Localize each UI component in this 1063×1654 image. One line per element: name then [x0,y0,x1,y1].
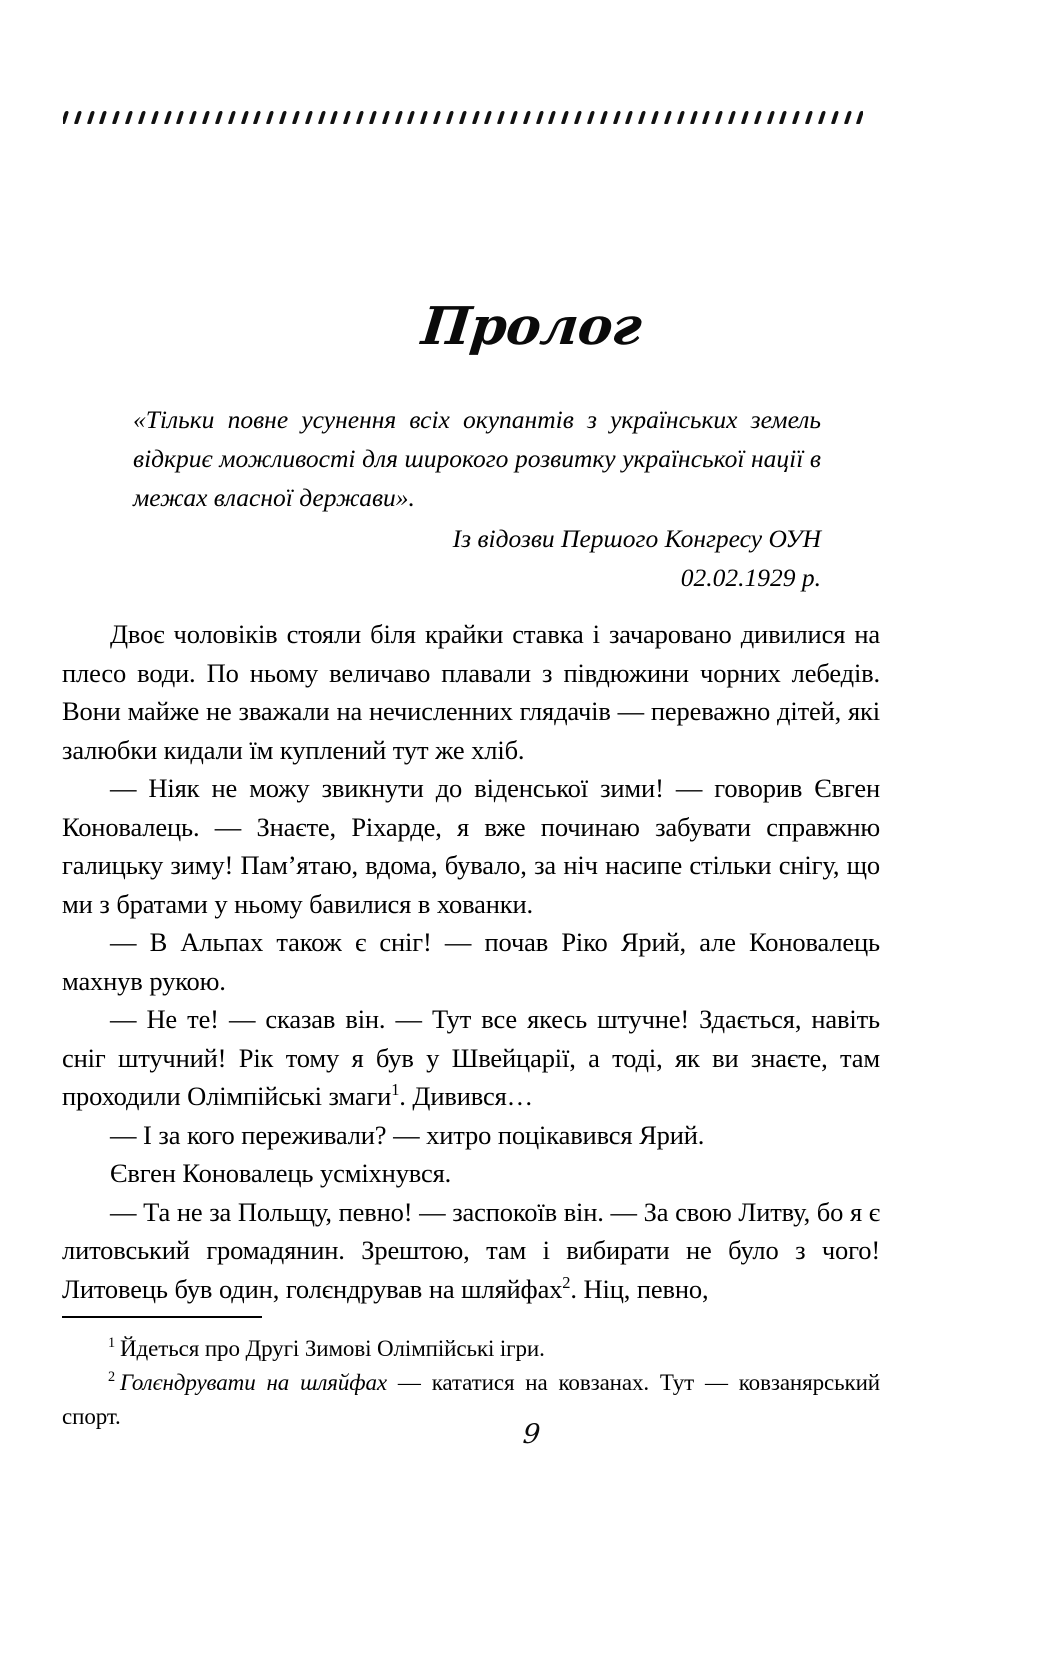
footnote-marker-1: 1 [108,1335,116,1352]
ornament-tick [831,110,839,123]
ornament-tick [664,110,672,123]
ornament-tick [741,110,749,123]
ornament-tick [587,110,595,123]
ornament-tick [715,110,723,123]
ornament-tick [843,110,851,123]
ornament-tick [433,110,441,123]
ornament-tick [818,110,826,123]
ornament-tick [690,110,698,123]
ornament-tick [241,110,249,123]
ornament-tick [74,110,82,123]
body-paragraph-2: — Ніяк не можу звикнути до віденської зими! — говорив Євген Коновалець. — Знаєте, Ріхарде, я вже починаю забувати справжню галицьку зиму! Пам’ятаю, вдома, бувало, за ніч насипе стільки снігу, що ми з братами у ньому бавилися в хованки. [62,773,880,919]
ornament-tick [369,110,377,123]
body-paragraph-7-tail: . Ніц, певно, [570,1273,709,1304]
footnote-ref-1[interactable]: 1 [391,1080,400,1100]
ornament-tick [779,110,787,123]
ornament-tick [99,110,107,123]
footnotes-block [62,1316,880,1434]
ornament-tick [728,110,736,123]
ornament-tick [202,110,210,123]
ornament-tick [484,110,492,123]
body-paragraph-4-tail: . Дивився… [399,1081,533,1111]
ornament-tick [536,110,544,123]
ornament-tick [343,110,351,123]
footnote-text-1: Йдеться про Другі Зимові Олімпійські ігри. [120,1336,545,1361]
footnote-text-2: — кататися на ковзанах. Тут — ковзанярський спорт. [62,1370,880,1429]
ornament-tick [215,110,223,123]
page-number: 9 [521,1419,542,1450]
ornament-tick [805,110,813,123]
ornament-tick [305,110,313,123]
epigraph-date: 02.02.1929 р. [680,563,821,592]
body-paragraph-1: Двоє чоловіків стояли біля крайки ставка і зачаровано дивилися на плесо води. По ньому величаво плавали з півдюжини чорних лебедів. Вони майже не зважали на нечисленних глядачів — переважно дітей, які залюбки кидали їм куплений тут же хліб. [62,619,880,765]
ornament-tick [125,110,133,123]
ornament-tick [677,110,685,123]
ornament-tick [63,110,69,123]
body-paragraph-4 [62,1000,880,1116]
ornament-tick [548,110,556,123]
ornament-tick [330,110,338,123]
ornament-tick [651,110,659,123]
ornament-tick [253,110,261,123]
dotted-rule-ornament [63,104,863,130]
ornament-tick [382,110,390,123]
ornament-tick [279,110,287,123]
ornament-tick [228,110,236,123]
body-paragraph-4-text: — Не те! — сказав він. — Тут все якесь штучне! Здається, навіть сніг штучний! Рік тому я був у Швейцарії, а тоді, як ви знаєте, там проходили Олімпійські змаги [62,1004,880,1111]
ornament-tick [394,110,402,123]
epigraph-source: Із відозви Першого Конгресу ОУН [452,524,821,553]
ornament-tick [317,110,325,123]
footnote-separator-rule [62,1316,262,1318]
ornament-tick [510,110,518,123]
ornament-tick [613,110,621,123]
ornament-tick [792,110,800,123]
ornament-tick [856,110,863,123]
footnote-marker-2: 2 [108,1369,116,1386]
body-paragraph-5: — І за кого переживали? — хитро поцікавився Ярий. [110,1119,705,1150]
ornament-tick [600,110,608,123]
epigraph [133,400,821,597]
ornament-tick [625,110,633,123]
ornament-tick [446,110,454,123]
body-paragraph-7 [62,1193,880,1309]
ornament-tick [420,110,428,123]
ornament-tick [112,110,120,123]
chapter-title: Пролог [418,296,645,357]
ornament-tick [151,110,159,123]
footnote-ref-2[interactable]: 2 [562,1272,571,1292]
ornament-tick [138,110,146,123]
ornament-tick [574,110,582,123]
ornament-tick [459,110,467,123]
ornament-tick [292,110,300,123]
footnote-item-1 [62,1332,880,1366]
body-paragraph-6: Євген Коновалець усміхнувся. [110,1158,452,1188]
ornament-tick [471,110,479,123]
body-paragraph-7-text: — Та не за Польщу, певно! — заспокоїв він. — За свою Литву, бо я є литовський громадянин. Зрештою, там і вибирати не було з чого! Литовець був один, голєндрував на шляйфах [62,1196,880,1304]
ornament-tick [356,110,364,123]
body-paragraph-3: — В Альпах також є сніг! — почав Ріко Ярий, але Коновалець махнув рукою. [62,927,880,996]
ornament-tick [497,110,505,123]
ornament-tick [561,110,569,123]
ornament-tick [407,110,415,123]
ornament-tick [266,110,274,123]
ornament-tick [766,110,774,123]
ornament-tick [189,110,197,123]
ornament-tick [754,110,762,123]
ornament-tick [702,110,710,123]
body-text [62,615,880,1308]
ornament-tick [638,110,646,123]
ornament-tick [87,110,95,123]
epigraph-quote: «Тільки повне усунення всіх окупантів з українських земель відкриє можливості для широкого розвитку української нації в межах власної держави». [133,405,821,512]
ornament-tick [176,110,184,123]
ornament-tick [523,110,531,123]
footnote-term-2: Голєндрувати на шляйфах [120,1370,388,1395]
ornament-tick [164,110,172,123]
